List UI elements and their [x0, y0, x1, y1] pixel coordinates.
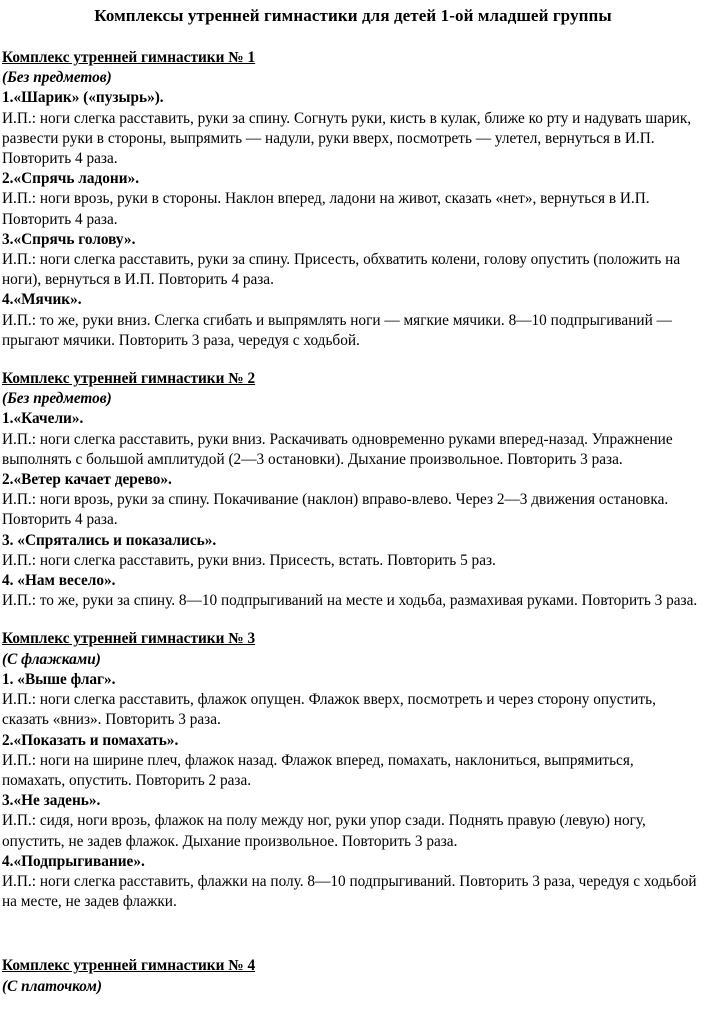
complex-1: [2, 48, 704, 351]
exercise-title: 4.«Мячик».: [2, 291, 82, 309]
complex-title: Комплекс утренней гимнастики № 1: [2, 49, 256, 66]
exercise-title: 4.«Подпрыгивание».: [2, 852, 145, 870]
exercise-title: 4. «Нам весело».: [2, 572, 116, 590]
exercise-title: 1.«Качели».: [2, 410, 84, 428]
document-title: Комплексы утренней гимнастики для детей 1-ой младшей группы: [94, 6, 612, 25]
exercise-title: 2.«Ветер качает дерево».: [2, 471, 172, 489]
complex-subtitle: (Без предметов): [2, 390, 112, 408]
complex-subtitle: (С флажками): [2, 650, 101, 668]
exercise-title: 2.«Показать и помахать».: [2, 731, 179, 749]
exercise-text: И.П.: ноги слегка расставить, флажок опущен. Флажок вверх, посмотреть и через сторону опустить, сказать «вниз». Повторить 3 раза.: [2, 691, 656, 729]
exercise-text: И.П.: ноги слегка расставить, руки вниз. Раскачивать одновременно руками вперед-назад. Упражнение выполнять с большой амплитудой (2—3 остановки). Дыхание произвольное. Повторить 3 раза.: [2, 430, 673, 468]
exercise-text: И.П.: ноги слегка расставить, руки за спину. Присесть, обхватить колени, голову опустить (положить на ноги), вернуться в И.П. Повторить 4 раза.: [2, 251, 681, 289]
exercise-text: И.П.: ноги врозь, руки за спину. Покачивание (наклон) вправо-влево. Через 2—3 движения остановка. Повторить 4 раза.: [2, 491, 669, 529]
exercise-text: И.П.: ноги слегка расставить, руки вниз. Присесть, встать. Повторить 5 раз.: [2, 551, 496, 569]
exercise-text: И.П.: ноги на ширине плеч, флажок назад. Флажок вперед, помахать, наклониться, выпрямиться, помахать, опустить. Повторить 2 раза.: [2, 751, 634, 789]
exercise-title: 3. «Спрятались и показались».: [2, 531, 217, 549]
complex-title: Комплекс утренней гимнастики № 3: [2, 630, 256, 648]
exercise-title: 2.«Спрячь ладони».: [2, 170, 140, 188]
complex-title: Комплекс утренней гимнастики № 2: [2, 370, 256, 388]
complex-subtitle: (Без предметов): [2, 69, 112, 87]
exercise-title: 3.«Не задень».: [2, 792, 101, 810]
complex-2: [2, 369, 704, 611]
exercise-text: И.П.: то же, руки вниз. Слегка сгибать и выпрямлять ноги — мягкие мячики. 8—10 подпрыгиваний — прыгают мячики. Повторить 3 раза, чередуя с ходьбой.: [2, 311, 672, 349]
exercise-text: И.П.: ноги слегка расставить, руки за спину. Согнуть руки, кисть в кулак, ближе ко рту и надувать шарик, развести руки в стороны, выпрямить — надули, руки вверх, посмотреть — улетел, вернуться в И.П. Повторить 4 раза.: [2, 109, 692, 168]
complex-title: Комплекс утренней гимнастики № 4: [2, 957, 256, 975]
complex-4: [2, 956, 704, 996]
exercise-text: И.П.: то же, руки за спину. 8—10 подпрыгиваний на месте и ходьба, размахивая руками. Повторить 3 раза.: [2, 592, 698, 610]
exercise-text: И.П.: ноги врозь, руки в стороны. Наклон вперед, ладони на живот, сказать «нет», вернуться в И.П. Повторить 4 раза.: [2, 190, 650, 228]
complex-3: [2, 629, 704, 912]
complex-subtitle: (С платочком): [2, 977, 102, 995]
exercise-title: 1. «Выше флаг».: [2, 670, 116, 688]
exercise-text: И.П.: ноги слегка расставить, флажки на полу. 8—10 подпрыгиваний. Повторить 3 раза, чередуя с ходьбой на месте, не задев флажки.: [2, 872, 697, 911]
exercise-text: И.П.: сидя, ноги врозь, флажок на полу между ног, руки упор сзади. Поднять правую (левую) ногу, опустить, не задев флажок. Дыхание произвольное. Повторить 3 раза.: [2, 812, 646, 850]
exercise-title: 1.«Шарик» («пузырь»).: [2, 89, 164, 107]
exercise-title: 3.«Спрячь голову».: [2, 230, 136, 248]
